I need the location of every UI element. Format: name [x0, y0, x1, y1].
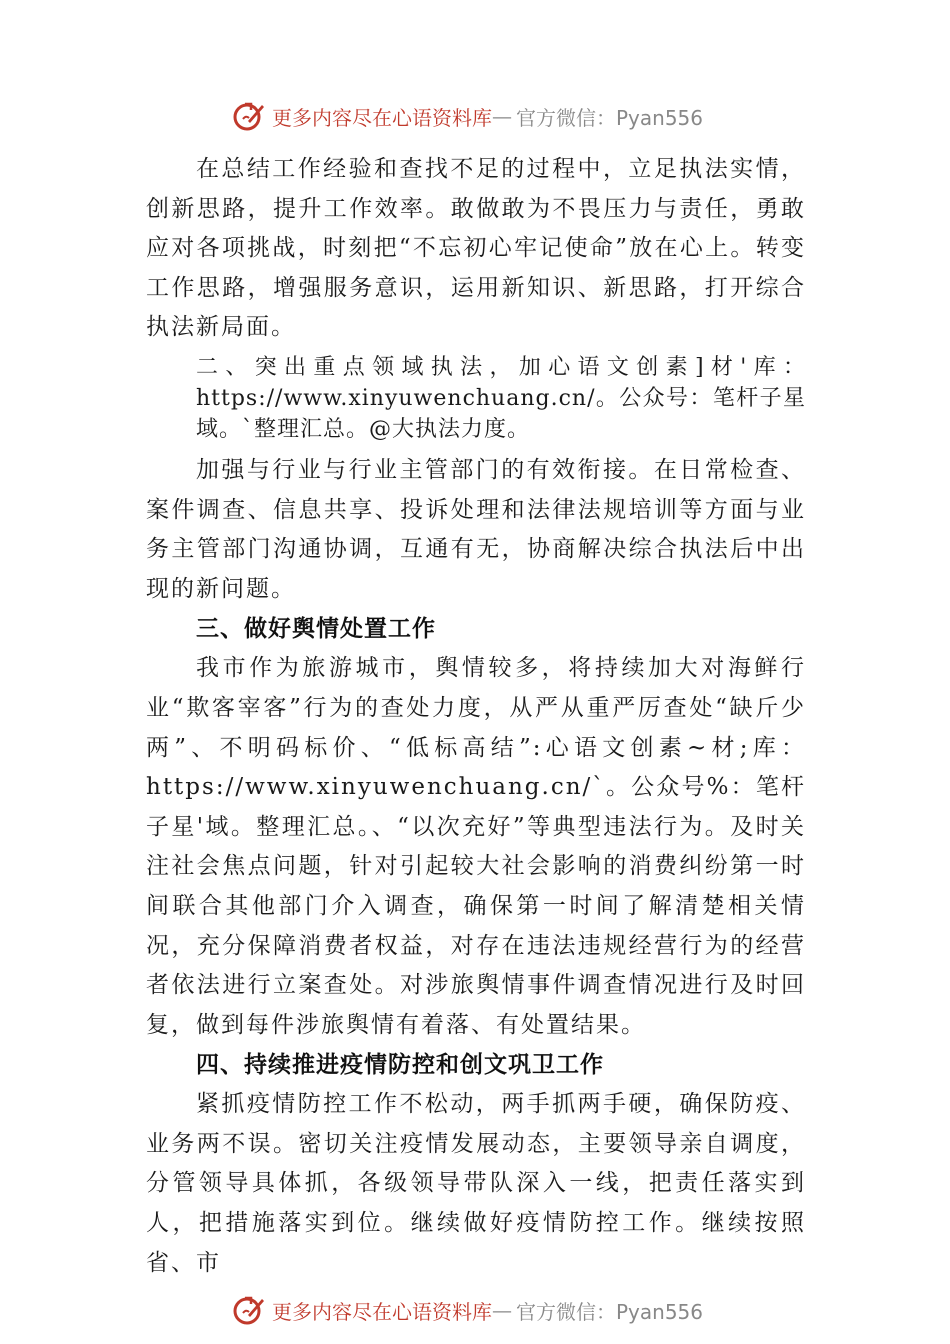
banner-title: 更多内容尽在心语资料库 [272, 105, 492, 130]
section-three-heading: 三、做好舆情处置工作 [196, 616, 436, 643]
quill-logo-icon [232, 99, 266, 133]
paragraph-summary: 在总结工作经验和查找不足的过程中，立足执法实情，创新思路，提升工作效率。敢做敢为不畏压力与责任，勇敢应对各项挑战，时刻把“不忘初心牢记使命”放在心上。转变工作思路，增强服务意识，运用新知识、新思路，打开综合执法新局面。 [146, 156, 806, 341]
paragraph-epidemic-control: 紧抓疫情防控工作不松动，两手抓两手硬，确保防疫、业务两不误。密切关注疫情发展动态，主要领导亲自调度， 分管领导具体抓，各级领导带队深入一线，把责任落实到人，把措施落实到位。继续做好疫情防控工作。继续按照省、市 [146, 1091, 806, 1276]
quill-logo-icon [232, 1293, 266, 1327]
section-two-heading: 二、突出重点领域执法，加心语文创素]材'库：https://www.xinyuwenchuang.cn/。公众号：笔杆子星域。`整理汇总。@大执法力度。 [196, 354, 806, 442]
banner-separator: — [492, 1298, 512, 1322]
section-four-heading: 四、持续推进疫情防控和创文巩卫工作 [196, 1052, 604, 1079]
banner-wechat: 官方微信：Pyan556 [516, 105, 704, 130]
paragraph-coordination: 加强与行业与行业主管部门的有效衔接。在日常检查、案件调查、信息共享、投诉处理和法律法规培训等方面与业务主管部门沟通协调，互通有无，协商解决综合执法后中出现的新问题。 [146, 456, 806, 602]
banner-wechat: 官方微信：Pyan556 [516, 1299, 704, 1324]
document-body [146, 150, 806, 1283]
banner-title: 更多内容尽在心语资料库 [272, 1299, 492, 1324]
paragraph-public-opinion: 我市作为旅游城市，舆情较多，将持续加大对海鲜行业“欺客宰客”行为的查处力度，从严从重严厉查处“缺斤少两”、不明码标价、“低标高结”:心语文创素~材;库：https://www.xinyuwenchuang.cn/`。公众号%：笔杆子星'域。整理汇总。、“以次充好”等典型违法行为。及时关注社会焦点问题，针对引起较大社会影响的消费纠纷第一时间联合其他部门介入调查，确保第一时间了解清楚相关情况，充分保障消费者权益，对存在违法违规经营行为的经营者依法进行立案查处。对涉旅舆情事件调查情况进行及时回复，做到每件涉旅舆情有着落、有处置结果。 [146, 655, 806, 1038]
footer-watermark-banner [232, 1290, 703, 1330]
banner-separator: — [492, 104, 512, 128]
header-watermark-banner [232, 96, 703, 136]
